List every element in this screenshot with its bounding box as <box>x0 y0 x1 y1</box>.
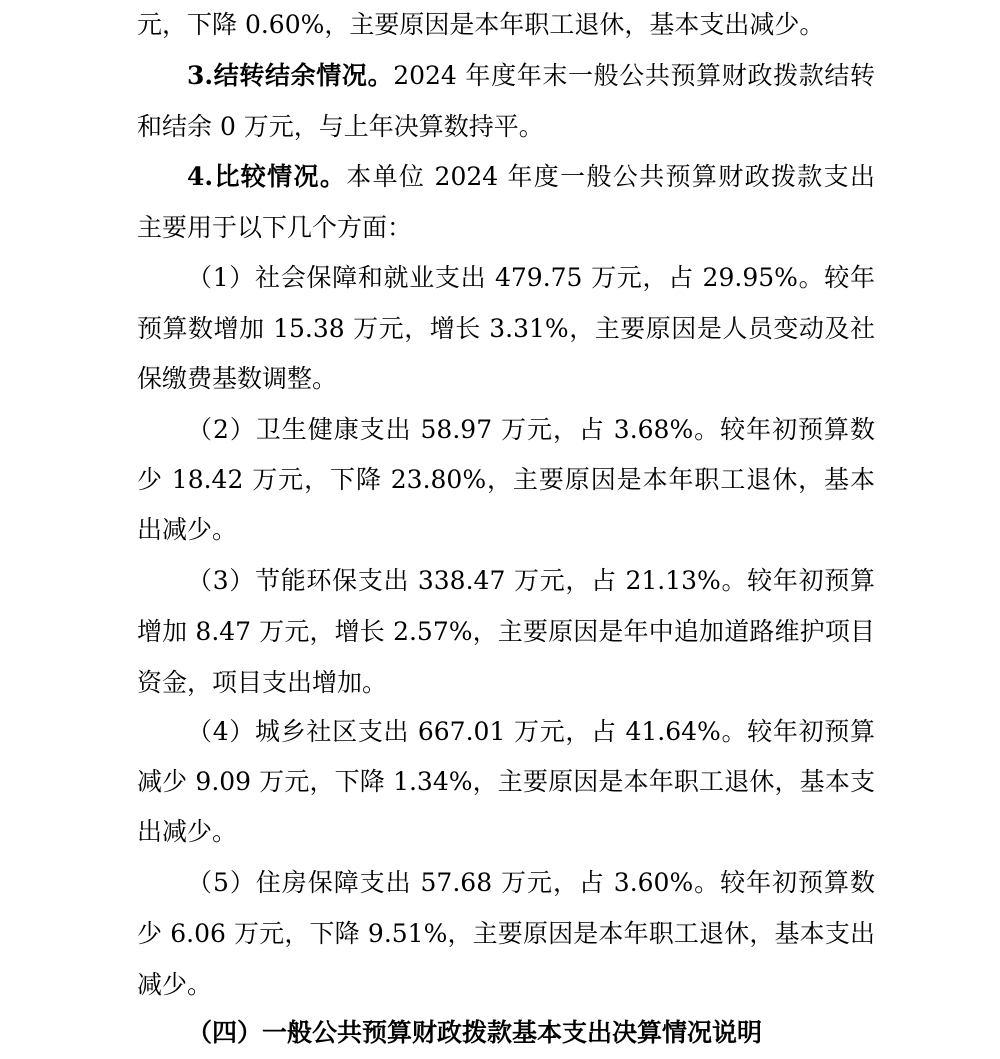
list-item-line: （1）社会保障和就业支出 479.75 万元，占 29.95%。较年 <box>187 263 875 292</box>
list-item-line: 资金，项目支出增加。 <box>137 668 388 697</box>
list-item-line: （5）住房保障支出 57.68 万元，占 3.60%。较年初预算数 <box>187 868 875 897</box>
list-item-line: 减少。 <box>137 970 213 999</box>
paragraph-heading: 3.结转结余情况。 <box>187 61 394 90</box>
paragraph-line <box>187 51 875 101</box>
paragraph-text: 本单位 2024 年度一般公共预算财政拨款支出 <box>346 162 875 191</box>
list-item-line: 减少 9.09 万元，下降 1.34%，主要原因是本年职工退休，基本支 <box>137 767 875 796</box>
list-item-line: 出减少。 <box>137 515 238 544</box>
paragraph-heading: 4.比较情况。 <box>187 162 347 191</box>
list-item-line: 预算数增加 15.38 万元，增长 3.31%，主要原因是人员变动及社 <box>137 314 875 343</box>
list-item-line: 保缴费基数调整。 <box>137 364 338 393</box>
paragraph-line: 主要用于以下几个方面： <box>137 213 413 242</box>
list-item-line: （2）卫生健康支出 58.97 万元，占 3.68%。较年初预算数 <box>187 415 875 444</box>
list-item-line: 出减少。 <box>137 817 238 846</box>
paragraph-line: 元，下降 0.60%，主要原因是本年职工退休，基本支出减少。 <box>137 10 825 39</box>
list-item-line: 增加 8.47 万元，增长 2.57%，主要原因是年中追加道路维护项目 <box>137 617 875 646</box>
list-item-line: 少 18.42 万元，下降 23.80%，主要原因是本年职工退休，基本 <box>137 465 875 494</box>
list-item-line: 少 6.06 万元，下降 9.51%，主要原因是本年职工退休，基本支出 <box>137 919 875 948</box>
list-item-line: （4）城乡社区支出 667.01 万元，占 41.64%。较年初预算 <box>187 717 875 746</box>
paragraph-line <box>187 152 875 202</box>
paragraph-line: 和结余 0 万元，与上年决算数持平。 <box>137 112 544 141</box>
list-item-line: （3）节能环保支出 338.47 万元，占 21.13%。较年初预算 <box>187 566 875 595</box>
section-heading: （四）一般公共预算财政拨款基本支出决算情况说明 <box>187 1018 763 1047</box>
paragraph-text: 2024 年度年末一般公共预算财政拨款结转 <box>393 61 875 90</box>
